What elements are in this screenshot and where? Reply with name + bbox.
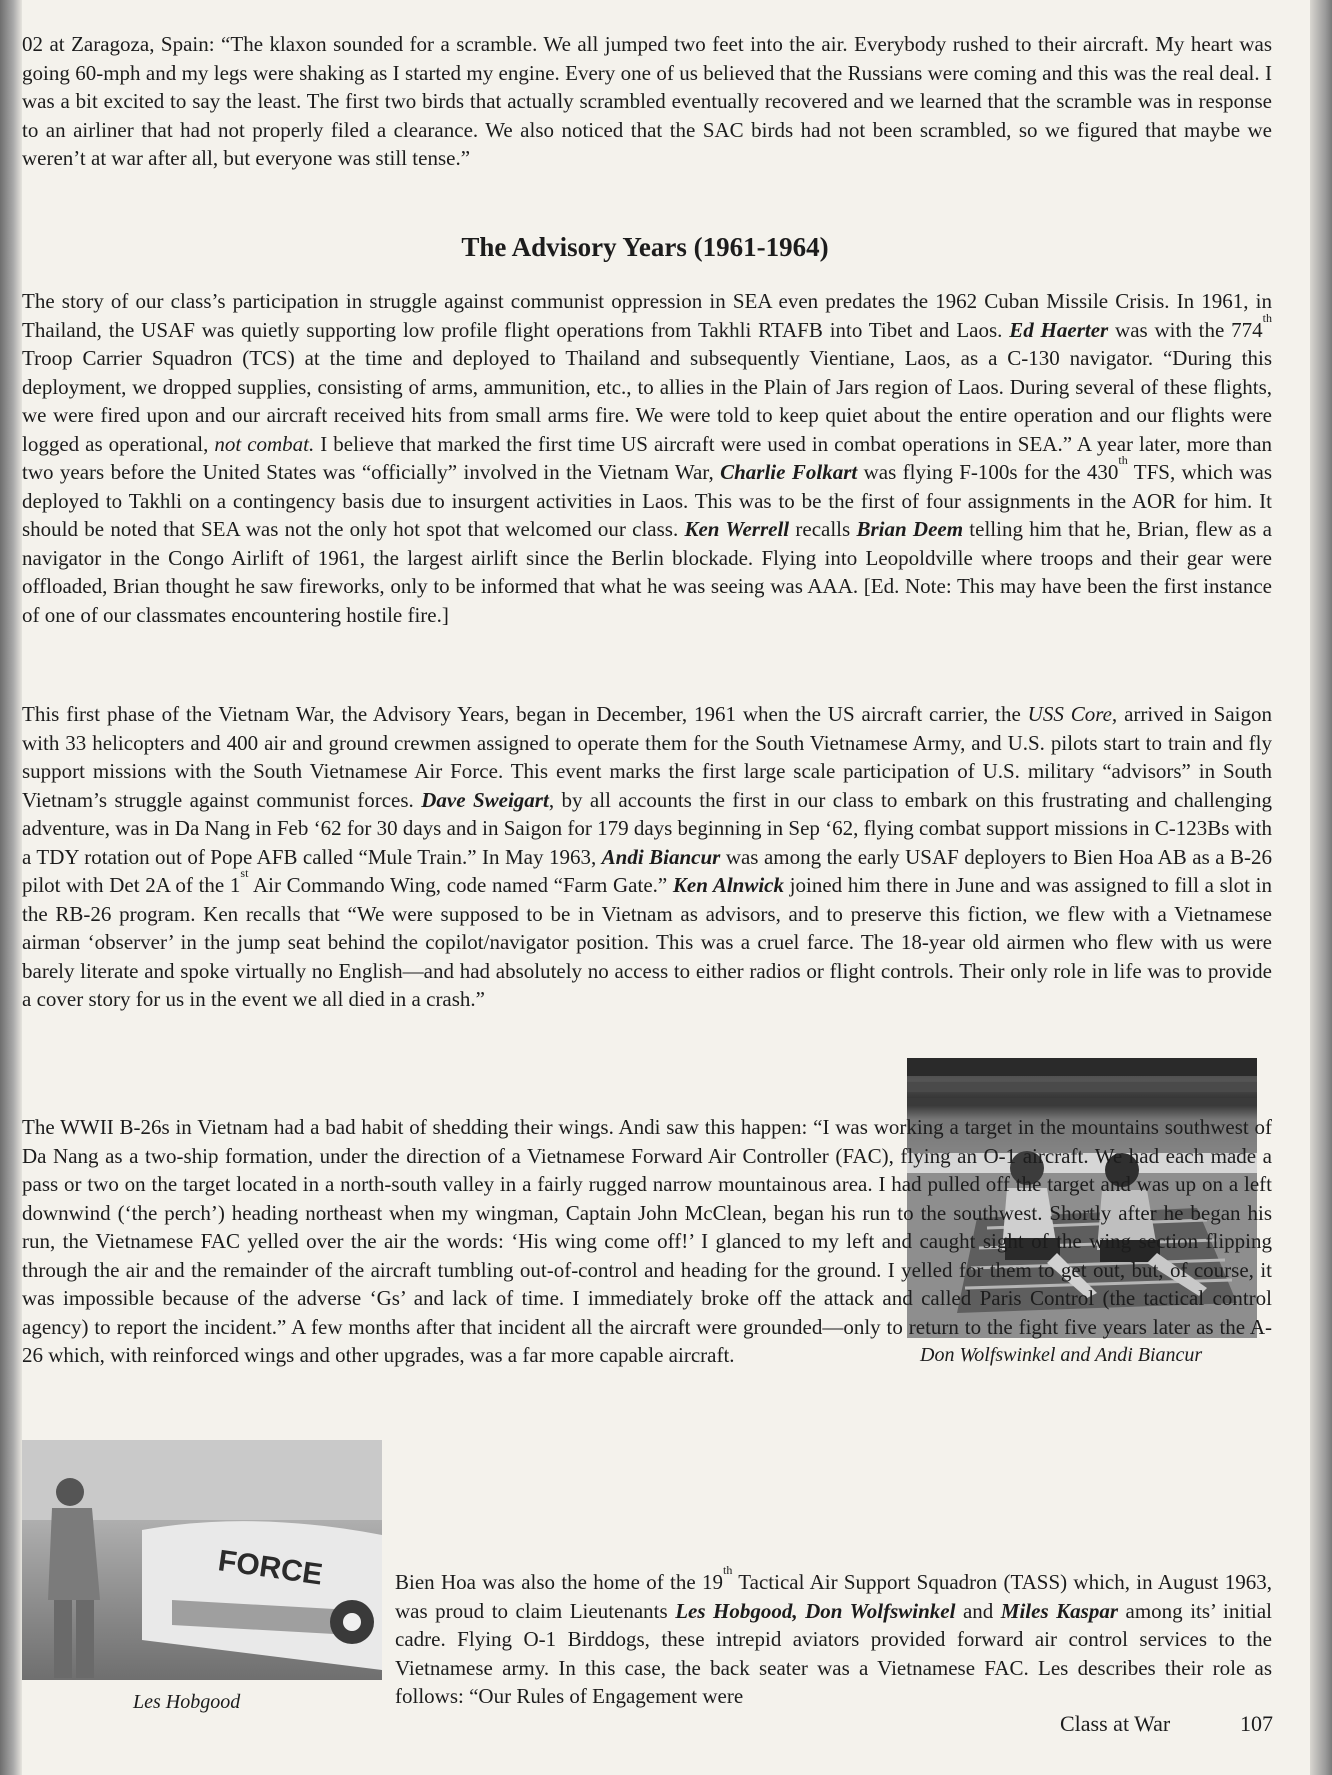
paragraph-wing-failure: The WWII B-26s in Vietnam had a bad habit of shedding their wings. Andi saw this happen: “I was working a target in the mountains southwest of Da Nang as a two-ship formation, under the direction of a Vietnamese Forward Air Controller (FAC), flying an O-1 aircraft. We had each made a pass or two on the target located in a north-south valley in a fairly rugged narrow mountainous area. I had pulled off the target and was up on a left downwind (‘the perch’) heading northeast when my wingman, Captain John McClean, began his run to the southwest. Shortly after he began his run, the Vietnamese FAC yelled over the air the words: ‘His wing come off!’ I glanced to my left and caught sight of the wing section flipping through the air and the remainder of the aircraft tumbling out-of-control and heading for the ground. I yelled for them to get out, but, of course, it was impossible because of the adverse ‘Gs’ and lack of time. I immediately broke off the attack and called Paris Control (the tactical control agency) to report the incident.” A few months after that incident all the aircraft were grounded—only to return to the fight five years later as the A-26 which, with reinforced wings and other upgrades, was a far more capable aircraft. [22,1115,1272,1367]
name-ken-werrell: Ken Werrell [684,517,790,541]
name-dave-sweigart: Dave Sweigart [421,787,549,812]
name-ed-haerter: Ed Haerter [1009,317,1109,342]
aircraft-marking-text: FORCE [216,1544,325,1592]
name-charlie-folkart: Charlie Folkart [720,460,858,484]
photo1-caption: Don Wolfswinkel and Andi Biancur [920,1344,1203,1366]
intro-paragraph: 02 at Zaragoza, Spain: “The klaxon sounded for a scramble. We all jumped two feet into the air. Everybody rushed to their aircraft. My heart was going 60-mph and my legs were shaking as I started my engine. Every one of us believed that the Russians were coming and this was the real deal. I was a bit excited to say the least. The first two birds that actually scrambled eventually recovered and we learned that the scramble was in response to an airliner that had not properly filed a clearance. We also noticed that the SAC birds had not been scrambled, so we figured that maybe we weren’t at war after all, but everyone was still tense.” [22,32,1272,170]
section-heading: The Advisory Years (1961-1964) [461,232,829,262]
name-ken-alnwick: Ken Alnwick [672,873,784,897]
name-miles-kaspar: Miles Kaspar [1000,1598,1118,1623]
book-binding-shadow [0,0,22,1775]
photo2-illustration [22,1440,382,1680]
name-hobgood-wolfswinkel: Les Hobgood, Don Wolfswinkel [675,1598,956,1623]
footer-section-title: Class at War [1060,1711,1171,1736]
paragraph-tass: Bien Hoa was also the home of the 19th Tactical Air Support Squadron (TASS) which, in August 1963, was proud to claim Lieutenants Les Hobgood, Don Wolfswinkel and Miles Kaspar among its’ initial cadre. Flying O-1 Birddogs, these intrepid aviators provided forward air control services to the Vietnamese army. In this case, the back seater was a Vietnamese FAC. Les describes their role as follows: “Our Rules of Engagement were [395,1563,1273,1708]
photo-les-hobgood [22,1440,382,1680]
photo2-caption: Les Hobgood [133,1691,241,1713]
paragraph-early-ops: The story of our class’s participation in struggle against communist oppression in SEA even predates the 1962 Cuban Missile Crisis. In 1961, in Thailand, the USAF was quietly supporting low profile flight operations from Takhli RTAFB into Tibet and Laos. Ed Haerter was with the 774th Troop Carrier Squadron (TCS) at the time and deployed to Thailand and subsequently Vientiane, Laos, as a C-130 navigator. “During this deployment, we dropped supplies, consisting of arms, ammunition, etc., to allies in the Plain of Jars region of Laos. During several of these flights, we were fired upon and our aircraft received hits from small arms fire. We were told to keep quiet about the entire operation and our flights were logged as operational, not combat. I believe that marked the first time US aircraft were used in combat operations in SEA.” A year later, more than two years before the United States was “officially” involved in the Vietnam War, Charlie Folkart was flying F-100s for the 430th TFS, which was deployed to Takhli on a contingency basis due to insurgent activities in Laos. This was to be the first of four assignments in the AOR for him. It should be noted that SEA was not the only hot spot that welcomed our class. Ken Werrell recalls Brian Deem telling him that he, Brian, flew as a navigator in the Congo Airlift of 1961, the largest airlift since the Berlin blockade. Flying into Leopoldville where troops and their gear were offloaded, Brian thought he saw fireworks, only to be informed that what he was seeing was AAA. [Ed. Note: This may have been the first instance of one of our classmates encountering hostile fire.] [22,289,1273,627]
footer-page-number: 107 [1240,1711,1273,1736]
name-brian-deem: Brian Deem [856,517,964,541]
name-andi-biancur: Andi Biancur [601,844,721,869]
paragraph-advisory-years: This first phase of the Vietnam War, the Advisory Years, began in December, 1961 when the US aircraft carrier, the USS Core, arrived in Saigon with 33 helicopters and 400 air and ground crewmen assigned to operate them for the South Vietnamese Army, and U.S. pilots start to train and fly support missions with the South Vietnamese Air Force. This event marks the first large scale participation of U.S. military “advisors” in South Vietnam’s struggle against communist forces. Dave Sweigart, by all accounts the first in our class to embark on this frustrating and challenging adventure, was in Da Nang in Feb ‘62 for 30 days and in Saigon for 179 days beginning in Sep ‘62, flying combat support missions in C-123Bs with a TDY rotation out of Pope AFB called “Mule Train.” In May 1963, Andi Biancur was among the early USAF deployers to Bien Hoa AB as a B-26 pilot with Det 2A of the 1st Air Commando Wing, code named “Farm Gate.” Ken Alnwick joined him there in June and was assigned to fill a slot in the RB-26 program. Ken recalls that “We were supposed to be in Vietnam as advisors, and to preserve this fiction, we flew with a Vietnamese airman ‘observer’ in the jump seat behind the copilot/navigator position. This was a cruel farce. The 18-year old airmen who flew with us were barely literate and spoke virtually no English—and had absolutely no access to either radios or flight controls. Their only role in life was to provide a cover story for us in the event we all died in a crash.” [22,702,1273,1011]
page-edge-shadow [1310,0,1332,1775]
